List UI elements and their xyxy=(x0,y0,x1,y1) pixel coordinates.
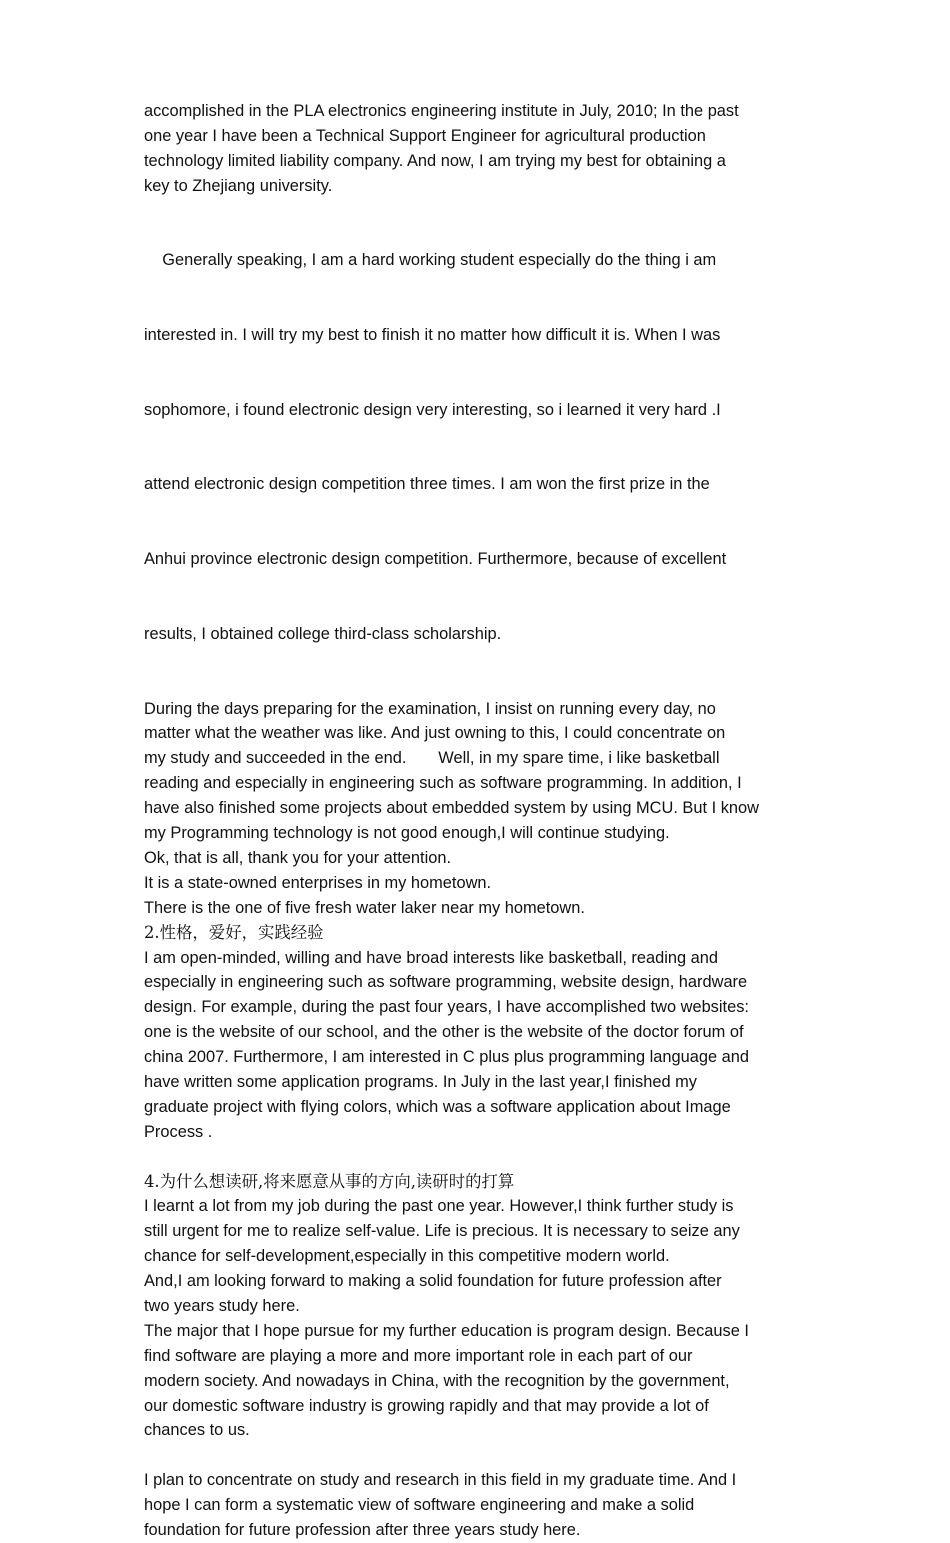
blank-line xyxy=(144,1443,804,1468)
generally-speaking-paragraph xyxy=(144,199,804,697)
thanks-line: Ok, that is all, thank you for your attention. xyxy=(144,848,452,867)
text-line: technology limited liability company. And now, I am trying my best for obtaining a xyxy=(144,151,726,170)
text-line: have also finished some projects about embedded system by using MCU. But I know xyxy=(144,799,759,818)
text-line: my Programming technology is not good enough,I will continue studying. xyxy=(144,824,670,843)
text-line: key to Zhejiang university. xyxy=(144,176,333,195)
text-line: Generally speaking, I am a hard working student especially do the thing i am xyxy=(144,251,717,270)
plan-paragraph xyxy=(144,1468,804,1543)
intro-paragraph xyxy=(144,99,804,199)
text-line: I plan to concentrate on study and research in this field in my graduate time. And I xyxy=(144,1471,737,1490)
major-paragraph xyxy=(144,1319,804,1443)
text-line: I learnt a lot from my job during the past one year. However,I think further study is xyxy=(144,1197,734,1216)
text-line: still urgent for me to realize self-value. Life is precious. It is necessary to seize any xyxy=(144,1222,740,1241)
text-line: hope I can form a systematic view of software engineering and make a solid xyxy=(144,1496,695,1515)
blank-line xyxy=(144,1145,804,1170)
text-line: chances to us. xyxy=(144,1421,250,1440)
text-line: sophomore, i found electronic design very interesting, so i learned it very hard .I xyxy=(144,400,721,419)
text-line: attend electronic design competition three times. I am won the first prize in the xyxy=(144,475,710,494)
text-line: And,I am looking forward to making a solid foundation for future profession after xyxy=(144,1272,722,1291)
text-line: interested in. I will try my best to finish it no matter how difficult it is. When I was xyxy=(144,326,721,345)
text-line: Anhui province electronic design competition. Furthermore, because of excellent xyxy=(144,550,727,569)
text-line: graduate project with flying colors, which was a software application about Image xyxy=(144,1097,731,1116)
text-line: chance for self-development,especially in this competitive modern world. xyxy=(144,1247,670,1266)
personality-paragraph xyxy=(144,946,804,1145)
text-line: modern society. And nowadays in China, with the recognition by the government, xyxy=(144,1371,730,1390)
looking-forward-paragraph xyxy=(144,1269,804,1319)
text-line: design. For example, during the past four years, I have accomplished two websites: xyxy=(144,998,749,1017)
text-line: especially in engineering such as software programming, website design, hardware xyxy=(144,973,748,992)
lake-line: There is the one of five fresh water laker near my hometown. xyxy=(144,898,585,917)
text-line: my study and succeeded in the end. Well, in my spare time, i like basketball xyxy=(144,749,720,768)
text-line: have written some application programs. In July in the last year,I finished my xyxy=(144,1072,697,1091)
text-line: one year I have been a Technical Support Engineer for agricultural production xyxy=(144,126,706,145)
text-line: accomplished in the PLA electronics engineering institute in July, 2010; In the past xyxy=(144,102,739,120)
text-line: I am open-minded, willing and have broad interests like basketball, reading and xyxy=(144,948,719,967)
section-2-heading: 2.性格，爱好，实践经验 xyxy=(144,922,324,942)
text-line: During the days preparing for the examination, I insist on running every day, no xyxy=(144,699,716,718)
text-line: our domestic software industry is growing rapidly and that may provide a lot of xyxy=(144,1396,709,1415)
text-line: The major that I hope pursue for my further education is program design. Because I xyxy=(144,1321,749,1340)
text-line: results, I obtained college third-class scholarship. xyxy=(144,624,502,643)
section-4-heading: 4.为什么想读研,将来愿意从事的方向,读研时的打算 xyxy=(144,1171,515,1191)
learnt-paragraph xyxy=(144,1194,804,1269)
text-line: find software are playing a more and more important role in each part of our xyxy=(144,1346,693,1365)
state-owned-line: It is a state-owned enterprises in my hometown. xyxy=(144,873,492,892)
text-line: two years study here. xyxy=(144,1296,300,1315)
text-line: reading and especially in engineering such as software programming. In addition, I xyxy=(144,774,742,793)
text-line: Process . xyxy=(144,1122,213,1141)
examination-days-paragraph xyxy=(144,697,804,846)
text-line: foundation for future profession after three years study here. xyxy=(144,1520,581,1539)
text-line: china 2007. Furthermore, I am interested in C plus plus programming language and xyxy=(144,1048,749,1067)
text-line: one is the website of our school, and the other is the website of the doctor forum of xyxy=(144,1023,744,1042)
text-line: matter what the weather was like. And just owning to this, I could concentrate on xyxy=(144,724,726,743)
document-page xyxy=(144,99,804,1543)
